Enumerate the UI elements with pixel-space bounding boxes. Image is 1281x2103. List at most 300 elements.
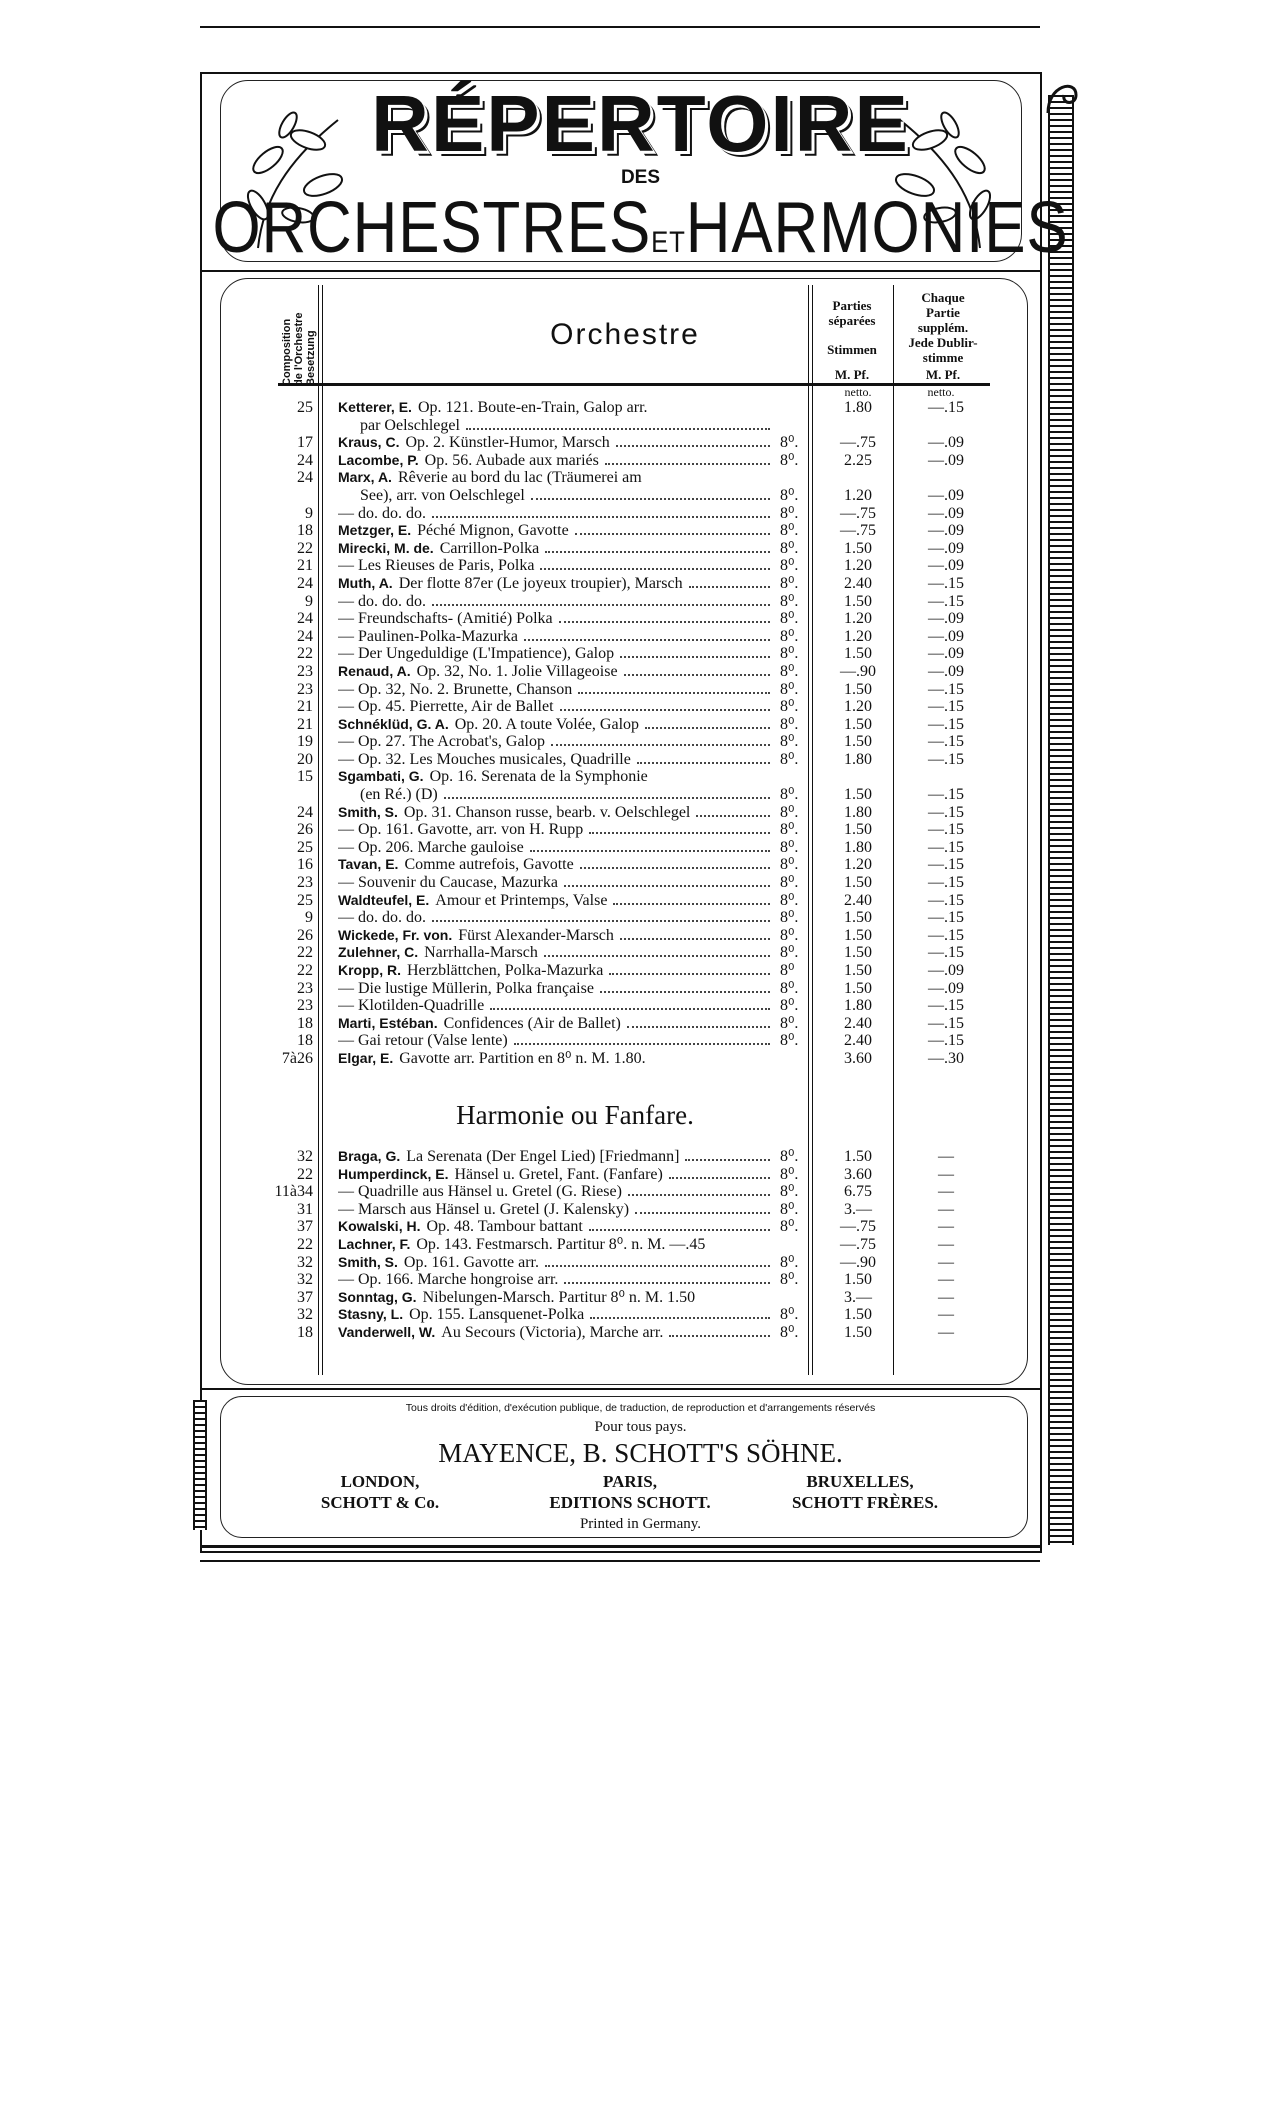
work-title: par Oelschlegel	[360, 416, 460, 434]
price-parties: —.75	[840, 522, 876, 540]
orchestra-size: 25	[297, 891, 313, 909]
price-parties: 1.50	[844, 926, 872, 944]
format: 8⁰.	[780, 803, 799, 821]
format: 8⁰.	[780, 557, 799, 575]
work-title: La Serenata (Der Engel Lied) [Friedmann]	[406, 1148, 680, 1165]
price-parties: 1.80	[844, 399, 872, 416]
price-extra-part: —	[938, 1165, 954, 1183]
orchestra-size: 32	[297, 1271, 313, 1289]
format: 8⁰.	[780, 1271, 799, 1289]
price-extra-part: —.15	[928, 680, 964, 698]
table-row	[230, 540, 1010, 558]
work-title: Gavotte arr. Partition en 8⁰ n. M. 1.80.	[399, 1049, 646, 1067]
table-row	[230, 681, 1010, 699]
price-parties: 1.50	[844, 733, 872, 751]
price-parties: 1.50	[844, 645, 872, 663]
composer-name: Zulehner, C.	[338, 944, 419, 961]
price-parties: 1.80	[844, 750, 872, 768]
composer-name: Mirecki, M. de.	[338, 539, 434, 556]
entry-description	[338, 1032, 774, 1050]
entry-description	[338, 1218, 774, 1236]
orchestra-size: 22	[297, 1235, 313, 1253]
table-row	[230, 1015, 1010, 1033]
entry-description	[338, 751, 774, 769]
format: 8⁰.	[780, 662, 799, 680]
price-parties: 1.50	[844, 944, 872, 962]
dot-leader	[624, 674, 770, 676]
work-title: Au Secours (Victoria), Marche arr.	[441, 1323, 664, 1341]
price-extra-part: —	[938, 1288, 954, 1306]
table-row	[230, 593, 1010, 611]
composer-name: Humperdinck, E.	[338, 1165, 449, 1182]
composer-name: Kraus, C.	[338, 434, 400, 451]
publisher-name: MAYENCE, B. SCHOTT'S SÖHNE.	[438, 1438, 843, 1468]
work-title: — do. do. do.	[338, 909, 426, 927]
table-row	[230, 1306, 1010, 1324]
price-extra-part: —.09	[928, 662, 964, 680]
chaque-units: M. Pf.	[925, 367, 961, 382]
format: 8⁰.	[780, 1032, 799, 1050]
dot-leader	[580, 867, 770, 869]
city-london: LONDON,	[340, 1472, 420, 1491]
orchestra-size: 21	[297, 557, 313, 575]
bottom-rule-1	[200, 1545, 1040, 1548]
price-extra-part: —	[938, 1271, 954, 1289]
orchestra-size: 11à34	[274, 1183, 313, 1201]
price-parties: 1.50	[844, 1306, 872, 1324]
table-row	[230, 698, 1010, 716]
work-title: Carrillon-Polka	[439, 539, 540, 557]
table-row	[230, 1183, 1010, 1201]
table-row	[230, 557, 1010, 575]
right-border-ornament	[1048, 95, 1074, 1545]
price-parties: —.90	[840, 662, 876, 680]
price-parties: 1.20	[844, 856, 872, 874]
orchestra-size: 18	[297, 1032, 313, 1050]
composer-name: Marx, A.	[338, 469, 392, 486]
dot-leader	[490, 1008, 770, 1010]
work-title: (en Ré.) (D)	[360, 786, 438, 804]
table-row	[230, 1271, 1010, 1289]
dot-leader	[590, 1317, 770, 1319]
price-extra-part: —.15	[928, 803, 964, 821]
dot-leader	[689, 586, 770, 588]
composer-name: Sgambati, G.	[338, 768, 424, 785]
format: 8⁰.	[780, 574, 799, 592]
dot-leader	[564, 885, 770, 887]
table-row	[230, 434, 1010, 452]
dot-leader	[669, 1177, 770, 1179]
entry-description	[338, 610, 774, 628]
title-orchestres-et-harmonies	[90, 188, 1192, 279]
composer-name: Muth, A.	[338, 574, 393, 591]
table-row	[230, 1218, 1010, 1236]
orchestra-size: 26	[297, 821, 313, 839]
price-extra-part: —.15	[928, 399, 964, 416]
format: 8⁰.	[780, 539, 799, 557]
price-parties: 2.25	[844, 451, 872, 469]
chaque-label: Chaque	[921, 290, 965, 305]
format: 8⁰.	[780, 504, 799, 522]
table-row	[230, 628, 1010, 646]
section-title-orchestre: Orchestre	[550, 318, 700, 351]
dot-leader	[696, 815, 770, 817]
format: 8⁰.	[780, 750, 799, 768]
firm-paris: EDITIONS SCHOTT.	[549, 1493, 711, 1512]
entry-description	[338, 927, 774, 945]
dot-leader	[616, 445, 770, 447]
section-title-harmonie: Harmonie ou Fanfare.	[456, 1100, 694, 1130]
table-row	[230, 645, 1010, 663]
dot-leader	[540, 568, 770, 570]
work-title: Amour et Printemps, Valse	[435, 891, 608, 909]
table-row	[230, 1201, 1010, 1219]
top-rule	[200, 26, 1040, 28]
price-extra-part: —.09	[928, 451, 964, 469]
work-title: Op. 48. Tambour battant	[426, 1218, 583, 1236]
entry-description	[338, 1324, 774, 1342]
entry-description	[338, 593, 774, 611]
entry-description	[338, 1050, 814, 1068]
price-extra-part: —.15	[928, 1032, 964, 1050]
table-row	[230, 417, 1010, 435]
entry-description	[338, 980, 774, 998]
table-row	[230, 1289, 1010, 1307]
price-extra-part: —.15	[928, 856, 964, 874]
dot-leader	[514, 1043, 770, 1045]
city-bruxelles: BRUXELLES,	[806, 1472, 914, 1491]
price-parties: 1.50	[844, 1271, 872, 1289]
entry-description	[338, 786, 774, 804]
supplem-label: supplém.	[917, 320, 969, 335]
orchestra-size: 7à26	[281, 1049, 313, 1067]
format: 8⁰.	[780, 486, 799, 504]
work-title: — Quadrille aus Hänsel u. Gretel (G. Riese)	[338, 1183, 622, 1201]
entry-description	[338, 399, 814, 417]
format: 8⁰.	[780, 1183, 799, 1201]
stimme-label: stimme	[922, 350, 964, 365]
table-row	[230, 1166, 1010, 1184]
dot-leader	[545, 1265, 770, 1267]
work-title: — Op. 27. The Acrobat's, Galop	[338, 733, 545, 751]
table-row	[230, 1254, 1010, 1272]
work-title: Op. 143. Festmarsch. Partitur 8⁰. n. M. —.45	[416, 1235, 706, 1253]
orchestra-size: 16	[297, 856, 313, 874]
work-title: Hänsel u. Gretel, Fant. (Fanfare)	[454, 1165, 663, 1183]
price-extra-part: —.15	[928, 715, 964, 733]
format: 8⁰.	[780, 891, 799, 909]
entry-description	[338, 434, 774, 452]
price-extra-part: —.30	[928, 1049, 964, 1067]
price-parties: —.75	[840, 504, 876, 522]
price-parties: 1.50	[844, 962, 872, 979]
price-extra-part: —	[938, 1235, 954, 1253]
table-row	[230, 839, 1010, 857]
price-extra-part: —	[938, 1148, 954, 1165]
format: 8⁰.	[780, 698, 799, 716]
work-title: Op. 32, No. 1. Jolie Villageoise	[416, 662, 618, 680]
work-title: Fürst Alexander-Marsch	[458, 926, 614, 944]
price-extra-part: —.09	[928, 627, 964, 645]
format: 8⁰.	[780, 926, 799, 944]
price-parties: 1.50	[844, 715, 872, 733]
title-des: DES	[620, 167, 661, 188]
entry-description	[338, 1306, 774, 1324]
price-parties: 6.75	[844, 1183, 872, 1201]
work-title: — Op. 45. Pierrette, Air de Ballet	[338, 698, 554, 716]
dot-leader	[645, 727, 770, 729]
work-title: Narrhalla-Marsch	[424, 944, 538, 962]
orchestra-size: 18	[297, 1014, 313, 1032]
orchestra-size: 32	[297, 1253, 313, 1271]
netto-label-chaque: netto.	[927, 385, 955, 399]
entry-description	[338, 575, 774, 593]
work-title: Rêverie au bord du lac (Träumerei am	[397, 469, 642, 487]
orchestra-size: 21	[297, 715, 313, 733]
orchestra-size: 24	[297, 803, 313, 821]
orchestra-size: 9	[305, 592, 313, 610]
price-extra-part: —.15	[928, 926, 964, 944]
composition-label: Composition	[281, 318, 293, 386]
composer-name: Ketterer, E.	[338, 399, 412, 415]
orchestra-size: 24	[297, 451, 313, 469]
format: 8⁰.	[780, 997, 799, 1015]
work-title: Op. 2. Künstler-Humor, Marsch	[405, 434, 610, 452]
price-extra-part: —.09	[928, 486, 964, 504]
format: 8⁰.	[780, 1148, 799, 1165]
entry-description	[338, 839, 774, 857]
dot-leader	[620, 656, 770, 658]
composer-name: Tavan, E.	[338, 856, 399, 873]
work-title: — Marsch aus Hänsel u. Gretel (J. Kalensky)	[338, 1200, 630, 1218]
price-extra-part: —.15	[928, 786, 964, 804]
dot-leader	[669, 1335, 770, 1337]
format: 8⁰.	[780, 838, 799, 856]
price-parties: 3.—	[844, 1200, 872, 1218]
price-parties: 1.20	[844, 698, 872, 716]
price-extra-part: —.09	[928, 962, 964, 979]
entry-description	[338, 557, 774, 575]
entry-description	[338, 1289, 814, 1307]
table-row	[230, 399, 1010, 417]
composer-name: Metzger, E.	[338, 522, 412, 539]
price-extra-part: —.09	[928, 504, 964, 522]
entry-description	[338, 944, 774, 962]
composer-name: Marti, Estéban.	[338, 1014, 438, 1031]
price-extra-part: —.15	[928, 838, 964, 856]
table-row	[230, 1324, 1010, 1342]
price-extra-part: —	[938, 1323, 954, 1341]
entry-description	[338, 628, 774, 646]
table-row	[230, 944, 1010, 962]
entry-description	[338, 663, 774, 681]
composer-name: Braga, G.	[338, 1148, 401, 1164]
table-row	[230, 768, 1010, 786]
price-parties: 3.—	[844, 1288, 872, 1306]
orchestra-size: 18	[297, 522, 313, 540]
work-title: — Freundschafts- (Amitié) Polka	[338, 610, 553, 628]
price-extra-part: —	[938, 1183, 954, 1201]
entry-description	[338, 874, 774, 892]
dot-leader	[444, 797, 770, 799]
work-title: — Op. 166. Marche hongroise arr.	[338, 1271, 559, 1289]
dot-leader	[564, 1282, 770, 1284]
stimmen-label: Stimmen	[827, 342, 877, 357]
entry-description	[338, 417, 774, 435]
dot-leader	[432, 516, 770, 518]
price-extra-part: —.09	[928, 645, 964, 663]
table-row	[230, 575, 1010, 593]
work-title: Péché Mignon, Gavotte	[417, 522, 569, 540]
entry-description	[338, 892, 774, 910]
netto-label-parties: netto.	[844, 385, 872, 399]
work-title: — do. do. do.	[338, 504, 426, 522]
price-parties: 3.60	[844, 1049, 872, 1067]
entry-description	[338, 1254, 774, 1272]
format: 8⁰.	[780, 1306, 799, 1324]
orchestra-size: 22	[297, 539, 313, 557]
format: 8⁰.	[780, 944, 799, 962]
format: 8⁰.	[780, 451, 799, 469]
work-title: — Klotilden-Quadrille	[338, 997, 485, 1015]
price-parties: 1.80	[844, 997, 872, 1015]
price-parties: 1.50	[844, 874, 872, 892]
price-parties: 1.50	[844, 786, 872, 804]
dot-leader	[559, 621, 770, 623]
entry-description	[338, 540, 774, 558]
work-title: — Op. 32. Les Mouches musicales, Quadrille	[338, 750, 631, 768]
dot-leader	[432, 920, 770, 922]
dot-leader	[524, 639, 770, 641]
entry-description	[338, 698, 774, 716]
work-title: Op. 20. A toute Volée, Galop	[454, 715, 640, 733]
format: 8⁰.	[780, 434, 799, 452]
work-title: — Op. 161. Gavotte, arr. von H. Rupp	[338, 821, 584, 839]
table-row	[230, 1148, 1010, 1166]
entry-description	[338, 645, 774, 663]
work-title: Herzblättchen, Polka-Mazurka	[407, 962, 604, 979]
orchestra-size: 22	[297, 645, 313, 663]
entry-description	[338, 1148, 774, 1166]
besetzung-label: Besetzung	[305, 330, 317, 386]
orchestra-size: 22	[297, 1165, 313, 1183]
entry-description	[338, 1236, 814, 1254]
composer-name: Smith, S.	[338, 1253, 398, 1270]
dot-leader	[531, 498, 770, 500]
table-row	[230, 980, 1010, 998]
price-extra-part: —.09	[928, 557, 964, 575]
entry-description	[338, 821, 774, 839]
price-extra-part: —.15	[928, 821, 964, 839]
table-row	[230, 821, 1010, 839]
composer-name: Kowalski, H.	[338, 1218, 421, 1235]
composer-name: Lachner, F.	[338, 1235, 411, 1252]
price-parties: 1.50	[844, 592, 872, 610]
work-title: Op. 121. Boute-en-Train, Galop arr.	[417, 399, 648, 416]
title-et: ET	[651, 226, 686, 259]
table-row	[230, 804, 1010, 822]
format: 8⁰.	[780, 874, 799, 892]
dot-leader	[628, 1194, 770, 1196]
price-extra-part: —.15	[928, 874, 964, 892]
dot-leader	[560, 709, 770, 711]
format: 8⁰.	[780, 680, 799, 698]
pour-tous-pays: Pour tous pays.	[594, 1419, 687, 1435]
entry-description	[338, 716, 774, 734]
parties-header	[812, 298, 892, 382]
dot-leader	[575, 533, 770, 535]
orchestra-size: 9	[305, 504, 313, 522]
price-parties: 2.40	[844, 891, 872, 909]
dot-leader	[635, 1212, 770, 1214]
entry-description	[338, 1166, 774, 1184]
dot-leader	[627, 1026, 770, 1028]
work-title: Op. 155. Lansquenet-Polka	[409, 1306, 585, 1324]
dot-leader	[551, 744, 770, 746]
table-row	[230, 663, 1010, 681]
dot-leader	[432, 604, 770, 606]
orchestra-size: 19	[297, 733, 313, 751]
composer-name: Vanderwell, W.	[338, 1323, 436, 1340]
dot-leader	[613, 903, 770, 905]
dot-leader	[466, 428, 770, 430]
orchestra-size: 37	[297, 1218, 313, 1236]
title-repertoire: RÉPERTOIRE	[371, 79, 910, 168]
format: 8⁰.	[780, 1200, 799, 1218]
price-extra-part: —.15	[928, 574, 964, 592]
orchestra-size: 20	[297, 750, 313, 768]
chaque-header	[893, 290, 993, 382]
price-extra-part: —.09	[928, 539, 964, 557]
orchestra-size: 15	[297, 768, 313, 786]
price-parties: —.75	[840, 1218, 876, 1236]
price-extra-part: —.15	[928, 944, 964, 962]
format: 8⁰.	[780, 610, 799, 628]
entry-description	[338, 997, 774, 1015]
price-extra-part: —.15	[928, 997, 964, 1015]
orchestra-size: 26	[297, 926, 313, 944]
composer-name: Stasny, L.	[338, 1306, 404, 1323]
format: 8⁰.	[780, 1014, 799, 1032]
orchestra-size: 22	[297, 962, 313, 979]
price-parties: 1.20	[844, 557, 872, 575]
firm-bruxelles: SCHOTT FRÈRES.	[791, 1493, 939, 1512]
footer-divider	[200, 1388, 1040, 1390]
table-row	[230, 751, 1010, 769]
format: 8⁰.	[780, 592, 799, 610]
entry-description	[338, 469, 814, 487]
table-row	[230, 927, 1010, 945]
price-parties: 1.50	[844, 539, 872, 557]
orchestra-size: 24	[297, 469, 313, 487]
orchestra-size: 18	[297, 1323, 313, 1341]
dot-leader	[605, 463, 770, 465]
price-extra-part: —.09	[928, 979, 964, 997]
orchestra-size: 32	[297, 1148, 313, 1165]
price-extra-part: —.15	[928, 1014, 964, 1032]
price-parties: 1.50	[844, 979, 872, 997]
title-harmonies: HARMONIES	[685, 188, 1069, 268]
work-title: Confidences (Air de Ballet)	[443, 1014, 621, 1032]
composer-name: Sonntag, G.	[338, 1288, 417, 1305]
table-row	[230, 786, 1010, 804]
orchestra-size: 23	[297, 662, 313, 680]
price-extra-part: —.15	[928, 733, 964, 751]
separees-label: séparées	[828, 313, 876, 328]
composer-name: Elgar, E.	[338, 1049, 394, 1066]
work-title: Op. 161. Gavotte arr.	[403, 1253, 539, 1271]
price-extra-part: —.15	[928, 592, 964, 610]
